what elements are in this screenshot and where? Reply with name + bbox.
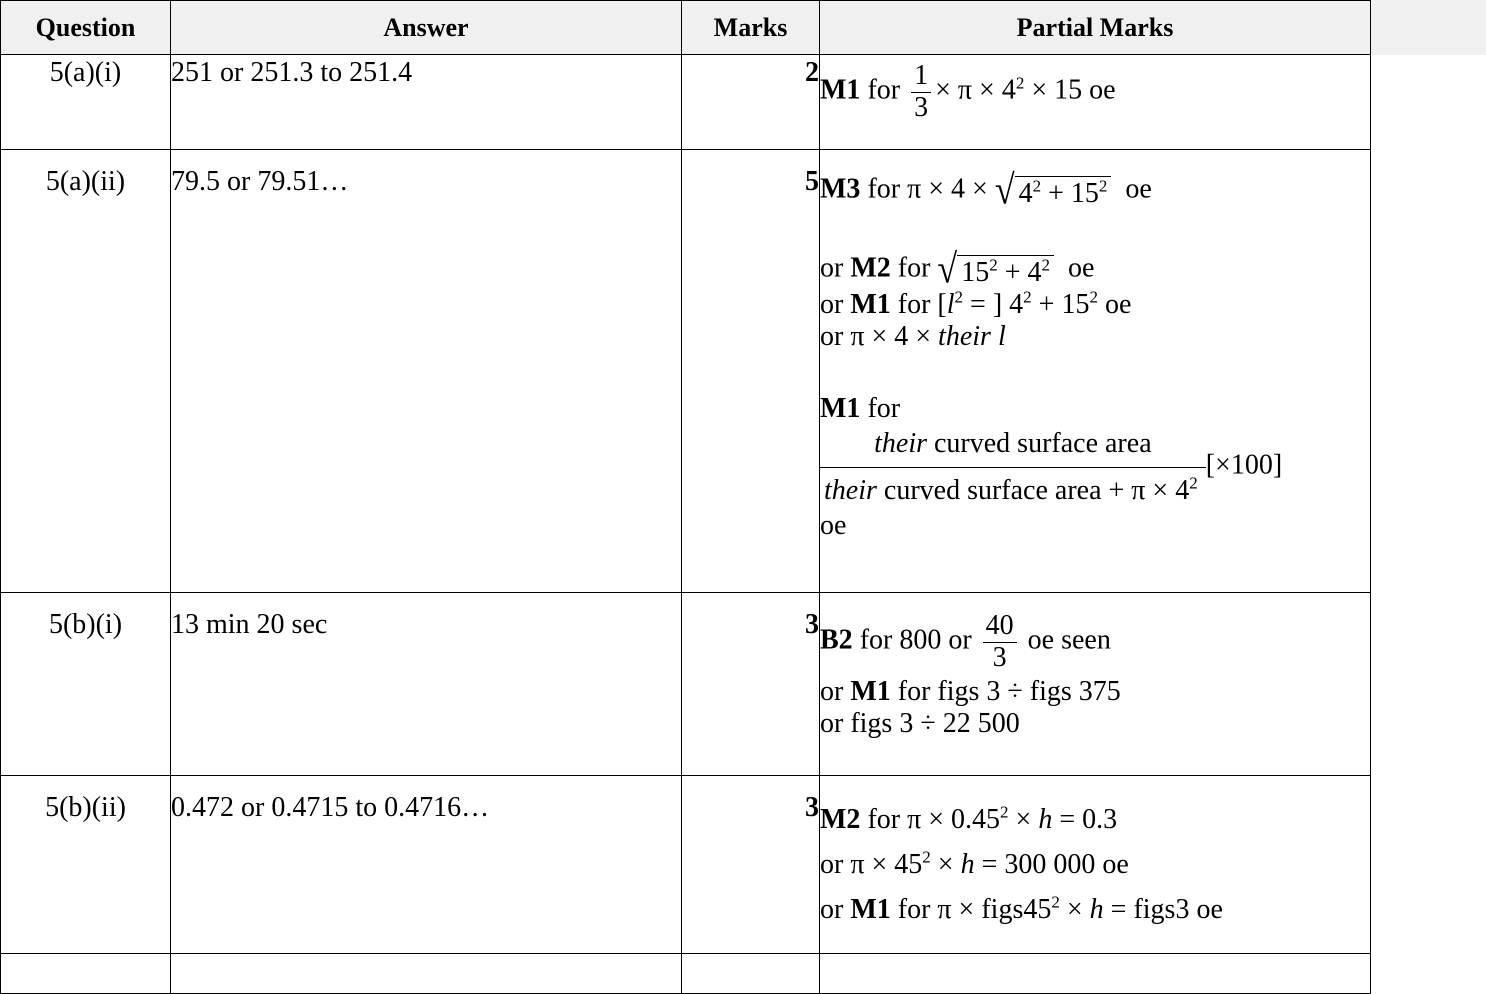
header-partial-marks: Partial Marks	[820, 1, 1371, 55]
answer-cell: 251 or 251.3 to 251.4	[171, 55, 682, 150]
fraction: $\frac{\text{their curved surface area}}{their curved surface area + \pi \times 4^2}$	[820, 425, 1206, 510]
marks-cell: 3	[682, 593, 820, 776]
answer-cell	[171, 954, 682, 994]
header-filler	[1370, 0, 1486, 55]
table-row	[1, 776, 1371, 954]
marks-cell	[682, 954, 820, 994]
question-cell: 5(a)(i)	[1, 55, 171, 150]
answer-cell: 13 min 20 sec	[171, 593, 682, 776]
question-cell	[1, 954, 171, 994]
partial-marks-cell: B2 for 800 or $\frac{40}{3}$ oe seen or M1 for figs 3 ÷ figs 375 or figs 3 ÷ 22 500	[820, 593, 1371, 776]
question-cell: 5(b)(ii)	[1, 776, 171, 954]
table-row	[1, 150, 1371, 593]
marks-cell: 5	[682, 150, 820, 593]
question-cell: 5(a)(ii)	[1, 150, 171, 593]
fraction: $\frac{1}{3}$	[911, 61, 931, 124]
marks-cell: 2	[682, 55, 820, 150]
answer-cell: 79.5 or 79.51…	[171, 150, 682, 593]
table-row	[1, 593, 1371, 776]
partial-marks-cell: M1 for $\frac{1}{3}$ × $\pi \times 4^2 \times 15$ oe	[820, 55, 1371, 150]
question-cell: 5(b)(i)	[1, 593, 171, 776]
fraction: $\frac{40}{3}$	[983, 611, 1017, 674]
partial-marks-cell	[820, 954, 1371, 994]
table-row	[1, 954, 1371, 994]
partial-marks-cell: M2 for $\pi \times 0.45^2 \times h = 0.3$ or $\pi \times 45^2 \times h = 300$ 000 oe or M1 for $\pi \times figs45^2 \times h$ = figs3 oe	[820, 776, 1371, 954]
header-row	[1, 1, 1371, 55]
table-row	[1, 55, 1371, 150]
answer-cell: 0.472 or 0.4715 to 0.4716…	[171, 776, 682, 954]
marks-cell: 3	[682, 776, 820, 954]
square-root: √ $15^2 + 4^2$	[937, 251, 1054, 290]
header-question: Question	[1, 1, 171, 55]
header-answer: Answer	[171, 1, 682, 55]
partial-marks-cell: M3 for π × 4 × √ $4^2 + 15^2$ oe or M2 for √ $15^2 + 4^2$ oe or M1 for [$l^2$ = ] $4^2 + 15^2$ oe or π × 4 × their l M1 for $\frac{\text{their curved surface area}}{their curved surface area + \pi \times 4^2}$ [×100] oe	[820, 150, 1371, 593]
square-root: √ $4^2 + 15^2$	[995, 172, 1112, 211]
header-marks: Marks	[682, 1, 820, 55]
